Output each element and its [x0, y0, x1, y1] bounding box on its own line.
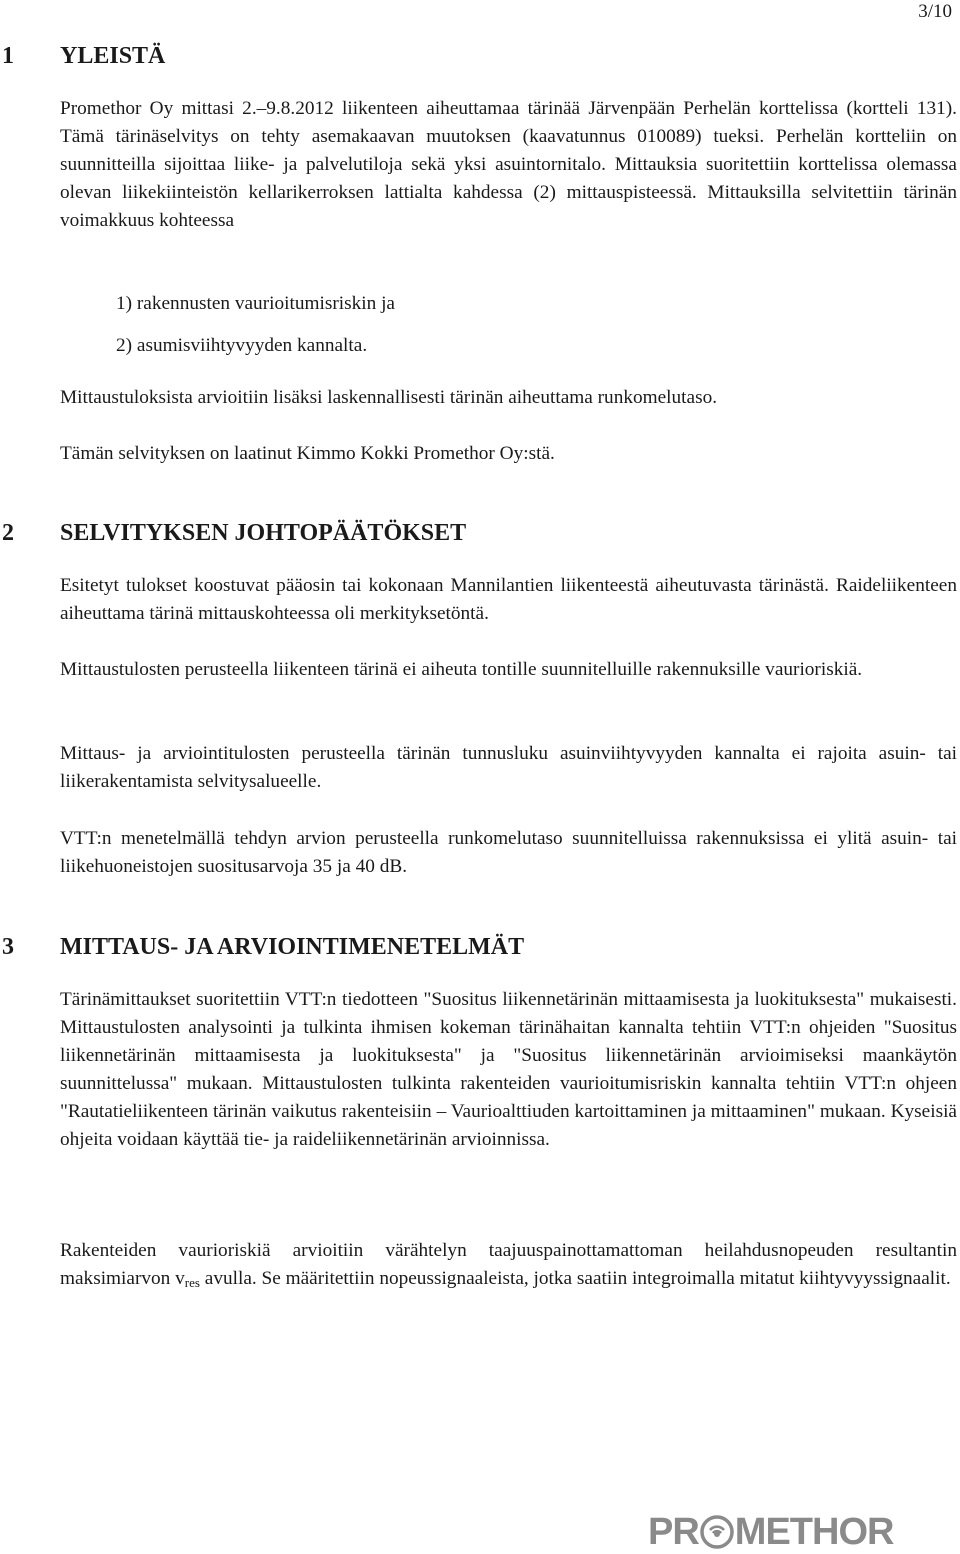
section-heading-1	[2, 41, 165, 71]
subscript: res	[184, 1275, 200, 1290]
paragraph: Rakenteiden vaurioriskiä arvioitiin värähtelyn taajuuspainottamattoman heilahdusnopeuden resultantin maksimiarvon $v_{res}$ avulla. Se määritettiin nopeussignaaleista, jotka saatiin integroimalla mitatut kiihtyvyyssignaalit.	[60, 1240, 957, 1290]
paragraph: Mittaus- ja arviointitulosten perusteella tärinän tunnusluku asuinviihtyvyyden kannalta ei rajoita asuin- tai liikerakentamista selvitysalueelle.	[60, 743, 957, 792]
promethor-logo: PR METHOR	[648, 1510, 894, 1553]
section-title: SELVITYKSEN JOHTOPÄÄTÖKSET	[60, 520, 467, 546]
section-number: 2	[2, 520, 14, 546]
section-title: YLEISTÄ	[60, 43, 166, 69]
paragraph: Tämän selvityksen on laatinut Kimmo Kokki Promethor Oy:stä.	[60, 443, 555, 464]
section-number: 1	[2, 43, 14, 69]
paragraph: Promethor Oy mittasi 2.–9.8.2012 liikenteen aiheuttamaa tärinää Järvenpään Perhelän korttelissa (kortteli 131). Tämä tärinäselvitys on tehty asemakaavan muutoksen (kaavatunnus 010089) tueksi. Perhelän kortteliin on suunnitteilla sijoittaa liike- ja palvelutiloja sekä yksi asuintornitalo. Mittauksia suoritettiin korttelissa olemassa olevan liikekiinteistön kellarikerroksen lattialta kahdessa (2) mittauspisteessä. Mittauksilla selvitettiin tärinän voimakkuus kohteessa	[60, 98, 957, 231]
paragraph: Mittaustuloksista arvioitiin lisäksi laskennallisesti tärinän aiheuttama runkomelutaso.	[60, 387, 718, 408]
section-title: MITTAUS- JA ARVIOINTIMENETELMÄT	[60, 934, 525, 960]
paragraph: Tärinämittaukset suoritettiin VTT:n tiedotteen "Suositus liikennetärinän mittaamisesta ja luokituksesta" mukaisesti. Mittaustulosten analysointi ja tulkinta ihmisen kokeman tärinähaitan kannalta tehtiin VTT:n ohjeiden "Suositus liikennetärinän mittaamisesta ja luokituksesta" ja "Suositus liikennetärinän arvioimiseksi maankäytön suunnittelussa" mukaan. Mittaustulosten tulkinta rakenteiden vaurioitumisriskin kannalta tehtiin VTT:n ohjeen "Rautatieliikenteen tärinän vaikutus rakenteisiin – Vaurioalttiuden kartoittaminen ja mittaaminen" mukaan. Kyseisiä ohjeita voidaan käyttää tie- ja raideliikennetärinän arvioinnissa.	[60, 989, 957, 1150]
list-item: 2) asumisviihtyvyyden kannalta.	[116, 335, 368, 356]
list-item: 1) rakennusten vaurioitumisriskin ja	[116, 293, 395, 314]
logo-o-signal-icon	[700, 1515, 734, 1549]
paragraph: VTT:n menetelmällä tehdyn arvion perusteella runkomelutaso suunnitelluissa rakennuksissa ei ylitä asuin- tai liikehuoneistojen suositusarvoja 35 ja 40 dB.	[60, 828, 957, 877]
page-number: 3/10	[918, 1, 952, 22]
paragraph: Esitetyt tulokset koostuvat pääosin tai kokonaan Mannilantien liikenteestä aiheutuvasta tärinästä. Raideliikenteen aiheuttama tärinä mittauskohteessa oli merkityksetöntä.	[60, 575, 957, 624]
section-number: 3	[2, 934, 14, 960]
section-heading-2	[2, 518, 466, 548]
paragraph: Mittaustulosten perusteella liikenteen tärinä ei aiheuta tontille suunnitelluille rakennuksille vaurioriskiä.	[60, 659, 863, 680]
section-heading-3	[2, 932, 524, 962]
